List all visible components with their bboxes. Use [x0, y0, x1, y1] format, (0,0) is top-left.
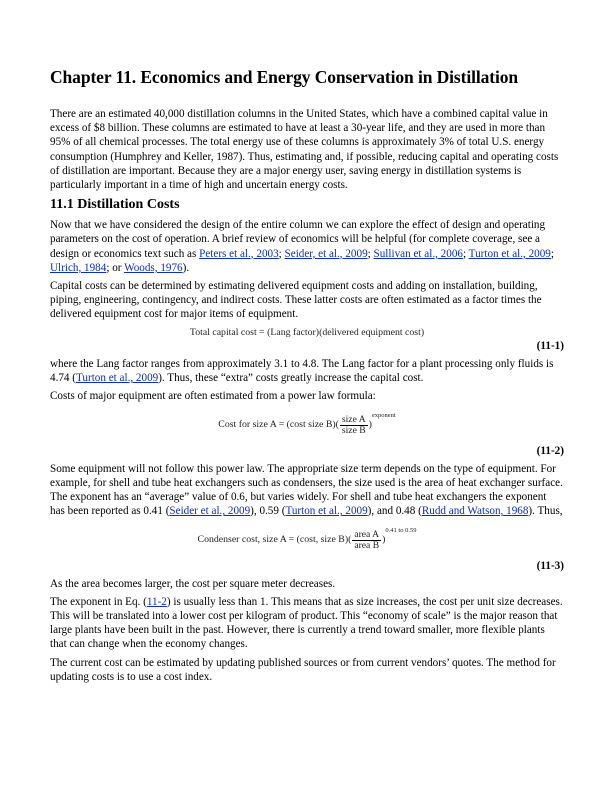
paragraph-exponent: The exponent in Eq. (11-2) is usually less than 1. This means that as size increases, the cost per unit size decreases. This will be translated into a lower cost per kilogram of product. This “economy of scale” is the major reason that large plants have been built in the past. However, there is currently a trend toward smaller, more flexible plants that can change when the economy changes. [50, 595, 563, 651]
ref-link-ulrich[interactable]: Ulrich, 1984 [50, 261, 107, 274]
fraction-area: $\frac{\text{area A}}{\text{area B}}$ [354, 528, 380, 551]
ref-link-woods[interactable]: Woods, 1976 [124, 261, 183, 274]
equation-number-11-2: (11-2) [536, 444, 564, 457]
equation-11-2: Cost for size A = (cost size B)( $\frac{\text{size A}}{\text{size B}}$ )$^{exponent}$ [218, 412, 396, 436]
equation-11-3: Condenser cost, size A = (cost, size B)( $\frac{\text{area A}}{\text{area B}}$ )$^{0.41 to 0.59}$ [197, 527, 417, 551]
paragraph-costs-intro: Now that we have considered the design of the entire column we can explore the effect of design and operating parameters on the cost of operation. A brief review of economics will be helpful (for complete coverage, see a design or economics text such as Peters et al., 2003; Seider, et al., 2009; Sullivan et al., 2006; Turton et al., 2009; Ulrich, 1984; or Woods, 1976). [50, 219, 554, 274]
ref-link-rudd[interactable]: Rudd and Watson, 1968 [421, 505, 529, 518]
equation-number-11-3: (11-3) [536, 559, 564, 572]
paragraph-cost-index: The current cost can be estimated by updating published sources or from current vendors’ quotes. The method for updating costs is to use a cost index. [50, 656, 556, 683]
section-heading: 11.1 Distillation Costs [50, 197, 180, 213]
ref-link-sullivan[interactable]: Sullivan et al., 2006 [373, 247, 463, 260]
paragraph-heat-exchangers: Some equipment will not follow this power law. The appropriate size term depends on the type of equipment. For example, for shell and tube heat exchangers such as condensers, the size used is the area of heat exchanger surface. The exponent has an “average” value of 0.6, but varies widely. For shell and tube heat exchangers the exponent has been reported as 0.41 (Seider et al., 2009), 0.59 (Turton et al., 2009), and 0.48 (Rudd and Watson, 1968). Thus, [50, 462, 563, 518]
equation-11-1: Total capital cost = (Lang factor)(delivered equipment cost) [189, 326, 425, 338]
ref-link-turton-3[interactable]: Turton et al., 2009 [285, 505, 368, 518]
equation-link-11-2[interactable]: 11-2 [146, 595, 167, 608]
equation-number-11-1: (11-1) [536, 339, 564, 352]
chapter-title: Chapter 11. Economics and Energy Conservation in Distillation [50, 67, 519, 87]
ref-link-seider[interactable]: Seider, et al., 2009 [284, 247, 368, 260]
intro-paragraph: There are an estimated 40,000 distillation columns in the United States, which have a combined capital value in excess of $8 billion. These columns are estimated to have at least a 30-year life, and they are used in more than 95% of all chemical processes. The total energy use of these columns is approximately 3% of total U.S. energy consumption (Humphrey and Keller, 1987). Thus, estimating and, if possible, reducing capital and operating costs of distillation are important. Because they are a major energy user, saving energy in distillation systems is particularly important in a time of high and uncertain energy costs. [50, 108, 559, 192]
ref-link-peters[interactable]: Peters et al., 2003 [199, 247, 279, 260]
paragraph-capital-costs: Capital costs can be determined by estimating delivered equipment costs and adding on installation, building, piping, engineering, contingency, and indirect costs. These latter costs are often estimated as a factor times the delivered equipment cost for major items of equipment. [50, 280, 542, 321]
ref-link-turton[interactable]: Turton et al., 2009 [468, 247, 551, 260]
paragraph-power-law: Costs of major equipment are often estimated from a power law formula: [50, 390, 376, 403]
fraction-size: $\frac{\text{size A}}{\text{size B}}$ [341, 413, 366, 436]
paragraph-area-cost: As the area becomes larger, the cost per square meter decreases. [50, 577, 336, 590]
ref-link-seider-2[interactable]: Seider et al., 2009 [169, 505, 251, 518]
paragraph-lang-factor: where the Lang factor ranges from approximately 3.1 to 4.8. The Lang factor for a plant processing only fluids is 4.74 (Turton et al., 2009). Thus, these “extra” costs greatly increase the capital cost. [50, 357, 554, 384]
document-page [50, 66, 564, 688]
ref-link-turton-2[interactable]: Turton et al., 2009 [76, 371, 159, 384]
